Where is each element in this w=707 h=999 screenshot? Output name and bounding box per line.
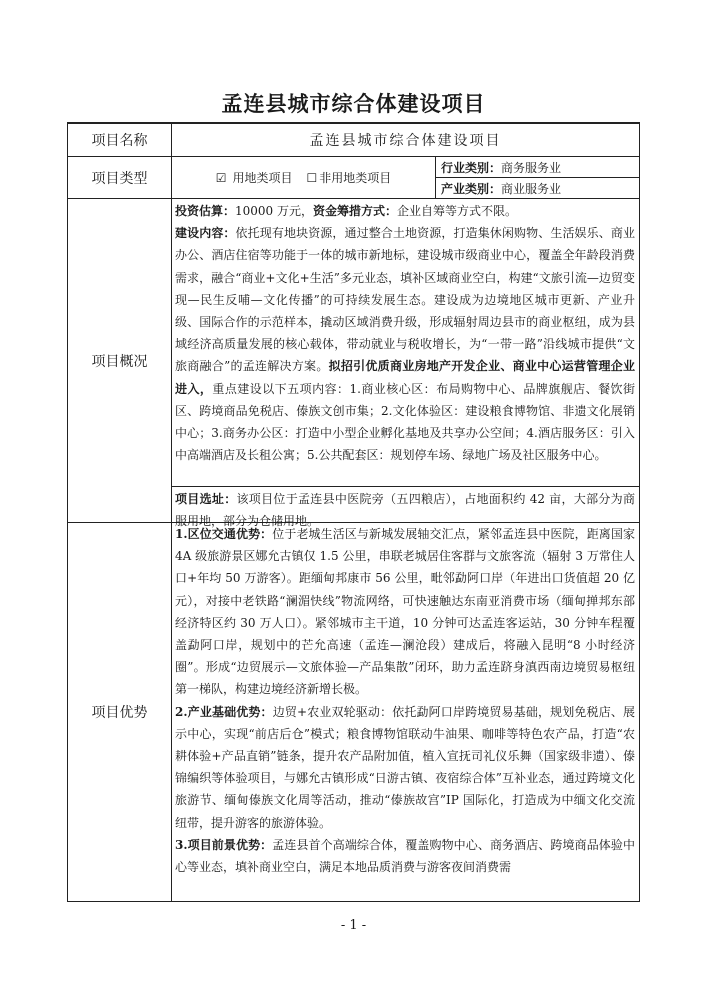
key-contents-text: 重点建设以下五项内容：1.商业核心区：布局购物中心、品牌旗舰店、餐饮街区、跨境商品免税店、傣族文创市集；2.文化体验区：建设粮食博物馆、非遗文化展销中心；3.商务办公区：打造中小型企业孵化基地及共享办公空间；4.酒店服务区：引入中高端酒店及长租公寓；5.公共配套区：规划停车场、绿地广场及社区服务中心。 [175,381,635,463]
invitation-text: 拟招引优质商业房地产开发企业、商业中心运营管理企业进入， [175,359,635,396]
advantage-heading: 1.区位交通优势： [175,527,273,541]
project-table [67,122,640,902]
advantage-heading: 2.产业基础优势： [175,704,273,719]
construction-text: 依托现有地块资源，通过整合土地资源，打造集休闲购物、生活娱乐、商业办公、酒店住宿等功能于一体的城市新地标，建设城市级商业中心，覆盖全年龄段消费需求，融合“商业+文化+生活”多元业态，填补区域商业空白，构建“文旅引流—边贸变现—民生反哺—文化传播”的可持续发展生态。建设成为边境地区城市更新、产业升级、国际合作的示范样本，撬动区域消费升级，形成辐射周边县市的商业枢纽，成为县域经济高质量发展的核心载体，带动就业与税收增长，为“一带一路”沿线城市提供“文旅商融合”的孟连解决方案。 [175,226,635,374]
document-title: 孟连县城市综合体建设项目 [221,92,486,116]
industry-category [441,157,639,177]
investment-line [175,200,635,222]
project-advantages-content [175,523,635,900]
funding-label: 资金筹措方式： [313,204,398,218]
construction-label: 建设内容： [175,226,236,241]
advantage-text: 孟连县首个高端综合体，覆盖购物中心、商务酒店、跨境商品体验中心等业态，填补商业空白，满足本地品质消费与游客夜间消费需 [175,837,635,875]
advantage-item [175,834,635,878]
project-overview-label: 项目概况 [91,353,148,370]
project-type-options [172,157,435,198]
project-type-label: 项目类型 [91,170,148,187]
project-name-value: 孟连县城市综合体建设项目 [309,133,502,149]
advantage-heading: 3.项目前景优势： [175,837,273,852]
funding-value: 企业自筹等方式不限。 [397,204,518,218]
checked-box-icon[interactable]: ☑ [215,170,227,185]
construction-paragraph [175,222,635,466]
project-advantages-label: 项目优势 [91,705,148,721]
subrow-divider [171,486,640,487]
land-project-option: 用地类项目 [232,171,293,185]
industry-category-value: 商务服务业 [501,160,562,175]
sector-category-label: 产业类别： [441,181,502,196]
investment-value: 10000 万元， [235,204,314,218]
sector-category-value: 商业服务业 [501,181,562,196]
column-divider [171,122,172,902]
advantage-item [175,523,635,701]
advantage-item [175,701,635,834]
project-overview-content [175,200,635,486]
advantage-text: 位于老城生活区与新城发展轴交汇点，紧邻孟连县中医院，距离国家 4A 级旅游景区娜允古镇仅 1.5 公里，串联老城居住客群与文旅客流（辐射 3 万常住人口+年均 50 万游客）。距缅甸邦康市 56 公里，毗邻勐阿口岸（年进出口货值超 20 亿元），对接中老铁路“澜湄快线”物流网络，可快速触达东南亚消费市场（缅甸掸邦东部经济特区约 30 万人口）。紧邻城市主干道，10 分钟可达孟连客运站，30 分钟车程覆盖勐阿口岸，规划中的芒允高速（孟连—澜沧段）建成后，将融入昆明“8 小时经济圈”。形成“边贸展示—文旅体验—产品集散”闭环，助力孟连跻身滇西南边境贸易枢纽第一梯队，构建边境经济新增长极。 [175,527,635,697]
table-border-bottom [67,901,640,902]
unchecked-box-icon[interactable]: ☐ [306,170,318,185]
sector-category [441,178,639,198]
site-text: 该项目位于孟连县中医院旁（五四粮店），占地面积约 42 亩，大部分为商服用地，部分为仓储用地。 [175,492,635,529]
project-site [175,488,635,529]
investment-label: 投资估算： [175,204,236,218]
project-name-label: 项目名称 [91,133,148,149]
industry-category-label: 行业类别： [441,160,502,175]
site-label: 项目选址： [175,492,237,506]
page-number: - 1 - [340,918,367,933]
table-border-right [639,122,640,902]
advantage-text: 边贸+农业双轮驱动：依托勐阿口岸跨境贸易基础，规划免税店、展示中心，实现“前店后仓”模式；粮食博物馆联动牛油果、咖啡等特色农产品，打造“农耕体验+产品直销”链条，提升农产品附加值，植入宣抚司礼仪乐舞（国家级非遗）、傣锦编织等体验项目，与娜允古镇形成“日游古镇、夜宿综合体”互补业态，通过跨境文化旅游节、缅甸傣族文化周等活动，推动“傣族故宫”IP 国际化，打造成为中缅文化交流纽带，提升游客的旅游体验。 [175,704,635,830]
non-land-project-option: 非用地类项目 [319,171,392,185]
